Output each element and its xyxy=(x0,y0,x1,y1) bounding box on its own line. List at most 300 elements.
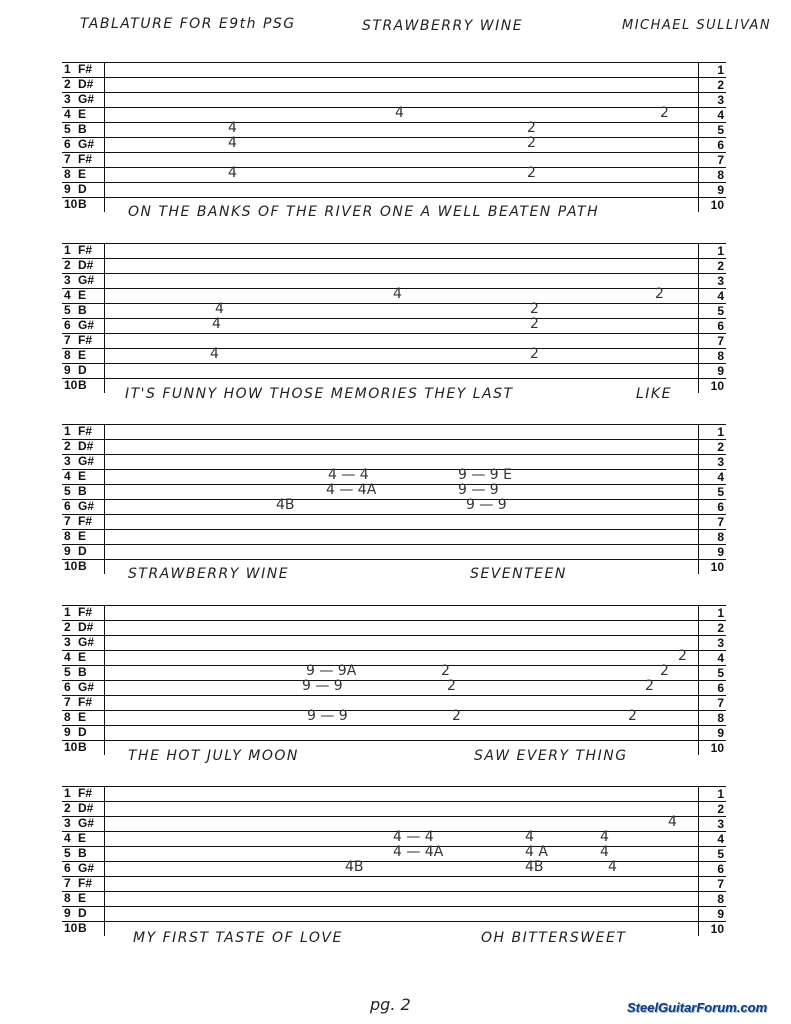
string-label xyxy=(64,93,94,106)
string-row xyxy=(62,363,726,378)
string-note-name: B xyxy=(78,921,87,935)
string-number: 6 xyxy=(64,318,71,332)
string-note-name: G# xyxy=(78,137,95,151)
string-note-name: G# xyxy=(78,454,95,468)
tab-note: 2 xyxy=(628,708,637,724)
string-note-name: B xyxy=(78,846,87,860)
string-number: 5 xyxy=(64,122,71,136)
string-label xyxy=(64,455,94,468)
string-note-name: E xyxy=(78,288,87,302)
string-row xyxy=(62,695,726,710)
tab-note: 4 xyxy=(600,829,609,845)
string-number-right: 6 xyxy=(717,138,724,152)
string-note-name: G# xyxy=(78,318,95,332)
string-row xyxy=(62,846,726,861)
string-note-name: F# xyxy=(78,786,93,800)
string-row xyxy=(62,665,726,680)
lyrics-line: THE HOT JULY MOON xyxy=(128,748,299,764)
string-number-right: 5 xyxy=(717,485,724,499)
string-label xyxy=(64,560,87,573)
tab-note: 2 xyxy=(447,678,456,694)
string-number-right: 3 xyxy=(717,455,724,469)
string-number-right: 7 xyxy=(717,515,724,529)
tab-note: 2 xyxy=(441,663,450,679)
string-label xyxy=(64,711,86,724)
string-note-name: D xyxy=(78,363,87,377)
string-number-right: 9 xyxy=(717,907,724,921)
string-number: 5 xyxy=(64,303,71,317)
string-number: 3 xyxy=(64,454,71,468)
string-note-name: B xyxy=(78,740,87,754)
string-row xyxy=(62,635,726,650)
tab-note: 2 xyxy=(527,165,536,181)
string-row xyxy=(62,152,726,167)
string-number-right: 8 xyxy=(717,711,724,725)
string-number-right: 1 xyxy=(717,606,724,620)
string-number: 5 xyxy=(64,484,71,498)
string-label xyxy=(64,259,93,272)
string-note-name: F# xyxy=(78,424,93,438)
string-number-right: 3 xyxy=(717,817,724,831)
string-number: 4 xyxy=(64,107,71,121)
string-row xyxy=(62,318,726,333)
string-number-right: 9 xyxy=(717,183,724,197)
string-number: 4 xyxy=(64,831,71,845)
lyrics-extra: SAW EVERY THING xyxy=(474,748,628,764)
string-number-right: 2 xyxy=(717,802,724,816)
string-note-name: B xyxy=(78,122,87,136)
string-note-name: G# xyxy=(78,273,95,287)
staff-right-barline xyxy=(698,62,699,212)
tab-note: 2 xyxy=(530,301,539,317)
string-note-name: B xyxy=(78,197,87,211)
string-note-name: D xyxy=(78,544,87,558)
string-number-right: 8 xyxy=(717,892,724,906)
tab-note: 4 xyxy=(600,844,609,860)
string-label xyxy=(64,108,86,121)
string-number: 8 xyxy=(64,348,71,362)
tab-note: 4 A xyxy=(525,844,548,860)
string-number-right: 10 xyxy=(710,198,724,212)
string-note-name: E xyxy=(78,891,87,905)
string-number: 10 xyxy=(64,378,78,392)
string-number-right: 9 xyxy=(717,364,724,378)
string-row xyxy=(62,620,726,635)
tab-note: 4 xyxy=(215,301,224,317)
staff-right-barline xyxy=(698,605,699,755)
string-number: 4 xyxy=(64,469,71,483)
string-number-right: 7 xyxy=(717,877,724,891)
string-number-right: 5 xyxy=(717,847,724,861)
string-label xyxy=(64,681,94,694)
string-number-right: 7 xyxy=(717,696,724,710)
tab-note: 2 xyxy=(452,708,461,724)
lyrics-extra: SEVENTEEN xyxy=(470,566,567,582)
string-label xyxy=(64,545,87,558)
tab-staff xyxy=(62,605,726,755)
string-label xyxy=(64,183,87,196)
string-number-right: 10 xyxy=(710,379,724,393)
tab-note: 2 xyxy=(527,135,536,151)
string-number: 8 xyxy=(64,710,71,724)
string-number-right: 10 xyxy=(710,560,724,574)
string-number-right: 4 xyxy=(717,651,724,665)
string-row xyxy=(62,876,726,891)
string-number: 1 xyxy=(64,243,71,257)
string-number-right: 6 xyxy=(717,500,724,514)
string-label xyxy=(64,485,87,498)
string-label xyxy=(64,168,86,181)
string-note-name: D# xyxy=(78,77,94,91)
string-label xyxy=(64,862,94,875)
string-row xyxy=(62,650,726,665)
string-label xyxy=(64,515,92,528)
string-note-name: D xyxy=(78,725,87,739)
string-label xyxy=(64,123,87,136)
string-label xyxy=(64,289,86,302)
string-number-right: 8 xyxy=(717,168,724,182)
string-row xyxy=(62,499,726,514)
string-note-name: G# xyxy=(78,635,95,649)
string-label xyxy=(64,817,94,830)
string-note-name: G# xyxy=(78,92,95,106)
string-row xyxy=(62,243,726,258)
tab-note: 4 xyxy=(210,346,219,362)
string-number: 1 xyxy=(64,424,71,438)
tab-note: 9 — 9A xyxy=(306,663,357,679)
string-number-right: 3 xyxy=(717,636,724,650)
string-row xyxy=(62,303,726,318)
string-row xyxy=(62,529,726,544)
string-row xyxy=(62,122,726,137)
string-number: 2 xyxy=(64,439,71,453)
string-label xyxy=(64,907,87,920)
tab-note: 9 — 9 E xyxy=(458,467,513,483)
string-row xyxy=(62,333,726,348)
string-label xyxy=(64,500,94,513)
tab-note: 2 xyxy=(530,316,539,332)
staff-right-barline xyxy=(698,424,699,574)
string-note-name: B xyxy=(78,559,87,573)
string-note-name: E xyxy=(78,529,87,543)
string-note-name: G# xyxy=(78,499,95,513)
tab-note: 4 xyxy=(608,859,617,875)
string-number: 9 xyxy=(64,182,71,196)
string-row xyxy=(62,680,726,695)
tab-note: 2 xyxy=(530,346,539,362)
string-row xyxy=(62,484,726,499)
string-number: 7 xyxy=(64,333,71,347)
string-label xyxy=(64,440,93,453)
string-label xyxy=(64,274,94,287)
lyrics-extra: OH BITTERSWEET xyxy=(481,930,627,946)
string-number: 9 xyxy=(64,363,71,377)
string-number: 7 xyxy=(64,876,71,890)
tab-note: 9 — 9 xyxy=(458,482,499,498)
string-number: 3 xyxy=(64,273,71,287)
string-row xyxy=(62,906,726,921)
string-label xyxy=(64,138,94,151)
tab-note: 4 — 4 xyxy=(393,829,434,845)
string-label xyxy=(64,726,87,739)
string-row xyxy=(62,514,726,529)
tab-note: 4B xyxy=(345,859,364,875)
string-label xyxy=(64,153,92,166)
string-number: 3 xyxy=(64,816,71,830)
string-note-name: F# xyxy=(78,333,93,347)
string-number: 6 xyxy=(64,499,71,513)
string-note-name: D# xyxy=(78,258,94,272)
string-number-right: 6 xyxy=(717,862,724,876)
string-row xyxy=(62,182,726,197)
string-number-right: 7 xyxy=(717,334,724,348)
tab-note: 9 — 9 xyxy=(302,678,343,694)
string-row xyxy=(62,861,726,876)
string-label xyxy=(64,304,87,317)
string-label xyxy=(64,319,94,332)
site-logo: SteelGuitarForum.com xyxy=(627,1000,768,1015)
string-number: 9 xyxy=(64,544,71,558)
string-label xyxy=(64,334,92,347)
string-note-name: F# xyxy=(78,243,93,257)
string-label xyxy=(64,244,92,257)
string-label xyxy=(64,78,93,91)
string-number-right: 1 xyxy=(717,787,724,801)
staff-left-barline xyxy=(104,243,105,393)
string-number-right: 1 xyxy=(717,425,724,439)
string-number: 8 xyxy=(64,167,71,181)
string-number: 4 xyxy=(64,650,71,664)
string-number-right: 3 xyxy=(717,93,724,107)
string-number: 8 xyxy=(64,891,71,905)
staff-left-barline xyxy=(104,424,105,574)
string-note-name: E xyxy=(78,107,87,121)
string-number: 6 xyxy=(64,137,71,151)
string-row xyxy=(62,605,726,620)
string-row xyxy=(62,137,726,152)
string-row xyxy=(62,62,726,77)
string-row xyxy=(62,891,726,906)
string-number-right: 2 xyxy=(717,440,724,454)
string-number-right: 6 xyxy=(717,319,724,333)
string-label xyxy=(64,636,94,649)
tab-note: 4B xyxy=(525,859,544,875)
string-row xyxy=(62,348,726,363)
string-number-right: 5 xyxy=(717,123,724,137)
string-row xyxy=(62,288,726,303)
tab-note: 4 xyxy=(525,829,534,845)
string-label xyxy=(64,530,86,543)
string-number: 3 xyxy=(64,635,71,649)
tab-note: 4 xyxy=(228,120,237,136)
string-number: 1 xyxy=(64,786,71,800)
string-label xyxy=(64,741,87,754)
string-number: 10 xyxy=(64,197,78,211)
string-number-right: 5 xyxy=(717,304,724,318)
string-note-name: F# xyxy=(78,152,93,166)
tab-note: 2 xyxy=(645,678,654,694)
tab-note: 4 — 4A xyxy=(326,482,377,498)
tab-note: 4 xyxy=(668,814,677,830)
string-label xyxy=(64,802,93,815)
string-number-right: 7 xyxy=(717,153,724,167)
lyrics-line: STRAWBERRY WINE xyxy=(128,566,290,582)
string-number-right: 10 xyxy=(710,922,724,936)
string-number-right: 9 xyxy=(717,726,724,740)
string-note-name: F# xyxy=(78,876,93,890)
string-number: 10 xyxy=(64,559,78,573)
string-note-name: D# xyxy=(78,620,94,634)
string-note-name: D xyxy=(78,906,87,920)
string-number-right: 3 xyxy=(717,274,724,288)
string-label xyxy=(64,922,87,935)
string-number: 2 xyxy=(64,258,71,272)
tab-staff xyxy=(62,243,726,393)
string-note-name: G# xyxy=(78,680,95,694)
string-note-name: D# xyxy=(78,801,94,815)
string-row xyxy=(62,424,726,439)
lyrics-line: IT'S FUNNY HOW THOSE MEMORIES THEY LAST xyxy=(125,386,514,402)
tab-note: 4 xyxy=(212,316,221,332)
string-row xyxy=(62,167,726,182)
string-row xyxy=(62,439,726,454)
string-label xyxy=(64,470,86,483)
string-number: 10 xyxy=(64,740,78,754)
staff-left-barline xyxy=(104,605,105,755)
string-number: 7 xyxy=(64,695,71,709)
string-label xyxy=(64,379,87,392)
tab-staff xyxy=(62,424,726,574)
string-label xyxy=(64,425,92,438)
staff-left-barline xyxy=(104,62,105,212)
lyrics-line: ON THE BANKS OF THE RIVER ONE A WELL BEATEN PATH xyxy=(128,204,600,220)
staff-right-barline xyxy=(698,243,699,393)
string-number: 7 xyxy=(64,514,71,528)
tab-staff xyxy=(62,62,726,212)
string-number-right: 10 xyxy=(710,741,724,755)
string-label xyxy=(64,832,86,845)
string-row xyxy=(62,92,726,107)
lyrics-extra: LIKE xyxy=(636,386,672,402)
lyrics-line: MY FIRST TASTE OF LOVE xyxy=(133,930,343,946)
string-number-right: 2 xyxy=(717,78,724,92)
string-label xyxy=(64,364,87,377)
string-number: 9 xyxy=(64,725,71,739)
header-center: STRAWBERRY WINE xyxy=(362,18,524,34)
string-label xyxy=(64,787,92,800)
string-label xyxy=(64,63,92,76)
string-note-name: E xyxy=(78,650,87,664)
string-number-right: 1 xyxy=(717,244,724,258)
string-note-name: E xyxy=(78,469,87,483)
string-label xyxy=(64,877,92,890)
string-label xyxy=(64,892,86,905)
string-row xyxy=(62,725,726,740)
string-number-right: 4 xyxy=(717,470,724,484)
string-note-name: B xyxy=(78,484,87,498)
tab-note: 4 — 4 xyxy=(328,467,369,483)
string-number: 3 xyxy=(64,92,71,106)
string-note-name: G# xyxy=(78,816,95,830)
tab-note: 4 xyxy=(228,135,237,151)
string-note-name: F# xyxy=(78,62,93,76)
tab-note: 2 xyxy=(660,663,669,679)
string-label xyxy=(64,696,92,709)
string-label xyxy=(64,198,87,211)
string-label xyxy=(64,349,86,362)
string-row xyxy=(62,710,726,725)
string-note-name: B xyxy=(78,665,87,679)
string-number: 2 xyxy=(64,620,71,634)
string-note-name: D xyxy=(78,182,87,196)
tab-staff xyxy=(62,786,726,936)
string-note-name: E xyxy=(78,348,87,362)
string-label xyxy=(64,666,87,679)
string-label xyxy=(64,847,87,860)
string-number: 1 xyxy=(64,62,71,76)
string-row xyxy=(62,454,726,469)
string-number: 2 xyxy=(64,77,71,91)
string-note-name: E xyxy=(78,831,87,845)
string-note-name: F# xyxy=(78,695,93,709)
string-number: 6 xyxy=(64,680,71,694)
string-number-right: 2 xyxy=(717,259,724,273)
string-note-name: B xyxy=(78,378,87,392)
string-number: 5 xyxy=(64,665,71,679)
string-note-name: F# xyxy=(78,605,93,619)
string-note-name: D# xyxy=(78,439,94,453)
string-row xyxy=(62,786,726,801)
tab-note: 2 xyxy=(527,120,536,136)
string-number: 7 xyxy=(64,152,71,166)
string-number-right: 8 xyxy=(717,530,724,544)
string-label xyxy=(64,606,92,619)
staff-left-barline xyxy=(104,786,105,936)
header-left: TABLATURE FOR E9th PSG xyxy=(80,16,296,32)
tab-note: 4 xyxy=(395,105,404,121)
string-row xyxy=(62,77,726,92)
string-note-name: G# xyxy=(78,861,95,875)
string-note-name: F# xyxy=(78,514,93,528)
string-row xyxy=(62,544,726,559)
tab-note: 9 — 9 xyxy=(466,497,507,513)
string-number-right: 1 xyxy=(717,63,724,77)
tab-note: 4B xyxy=(276,497,295,513)
string-number-right: 4 xyxy=(717,832,724,846)
string-number: 4 xyxy=(64,288,71,302)
string-number: 6 xyxy=(64,861,71,875)
string-number-right: 4 xyxy=(717,289,724,303)
string-note-name: E xyxy=(78,710,87,724)
string-number-right: 5 xyxy=(717,666,724,680)
string-number: 2 xyxy=(64,801,71,815)
string-number-right: 9 xyxy=(717,545,724,559)
tab-note: 9 — 9 xyxy=(307,708,348,724)
tab-note: 2 xyxy=(678,648,687,664)
tab-note: 2 xyxy=(660,105,669,121)
header-right: MICHAEL SULLIVAN xyxy=(622,18,772,33)
string-number: 5 xyxy=(64,846,71,860)
string-number-right: 4 xyxy=(717,108,724,122)
string-row xyxy=(62,801,726,816)
staff-right-barline xyxy=(698,786,699,936)
string-row xyxy=(62,258,726,273)
string-number-right: 8 xyxy=(717,349,724,363)
string-row xyxy=(62,107,726,122)
tab-note: 4 xyxy=(228,165,237,181)
page-number: pg. 2 xyxy=(370,995,411,1014)
tab-note: 2 xyxy=(655,286,664,302)
